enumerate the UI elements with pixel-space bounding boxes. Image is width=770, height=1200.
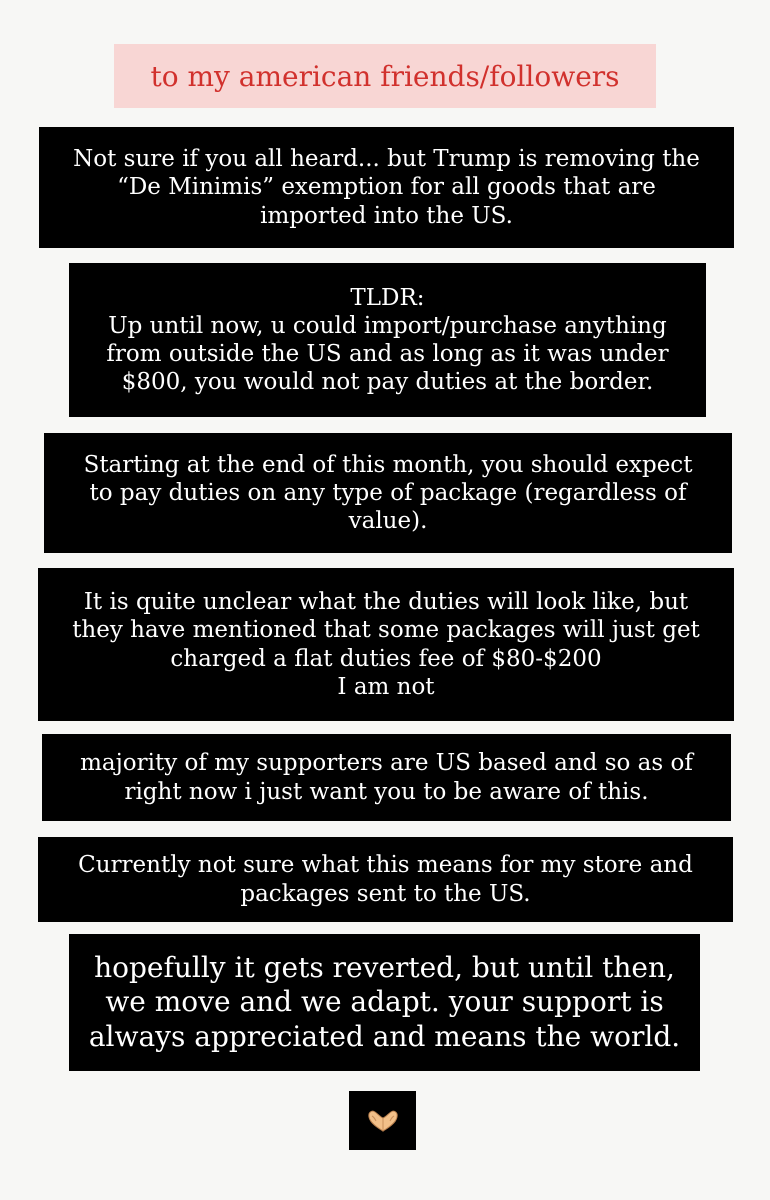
heart-hands-icon [366,1108,400,1134]
block-text: hopefully it gets reverted, but until then, we move and we adapt. your support is always appreciated and means the world. [88,951,681,1053]
title-banner [114,44,656,108]
block-text: Not sure if you all heard... but Trump is removing the “De Minimis” exemption for all goods that are imported into the US. [73,146,700,229]
text-block-starting [44,433,732,553]
heart-hands-sticker [349,1091,416,1150]
text-block-tldr [69,263,706,417]
text-block-store [38,837,733,922]
block-text: majority of my supporters are US based and so as of right now i just want you to be aware of this. [80,750,693,805]
block-text: Currently not sure what this means for my store and packages sent to the US. [78,852,693,907]
text-block-unclear [38,568,734,721]
text-block-de-minimis [39,127,734,248]
text-block-majority [42,734,731,821]
title-text: to my american friends/followers [150,59,620,93]
block-text: TLDR: Up until now, u could import/purchase anything from outside the US and as long as it was under $800, you would not pay duties at the border. [106,284,669,396]
block-text: Starting at the end of this month, you should expect to pay duties on any type of package (regardless of value). [83,451,693,535]
block-text: It is quite unclear what the duties will look like, but they have mentioned that some packages will just get charged a flat duties fee of $80-$200 I am not [72,589,700,700]
text-block-closing [69,934,700,1071]
